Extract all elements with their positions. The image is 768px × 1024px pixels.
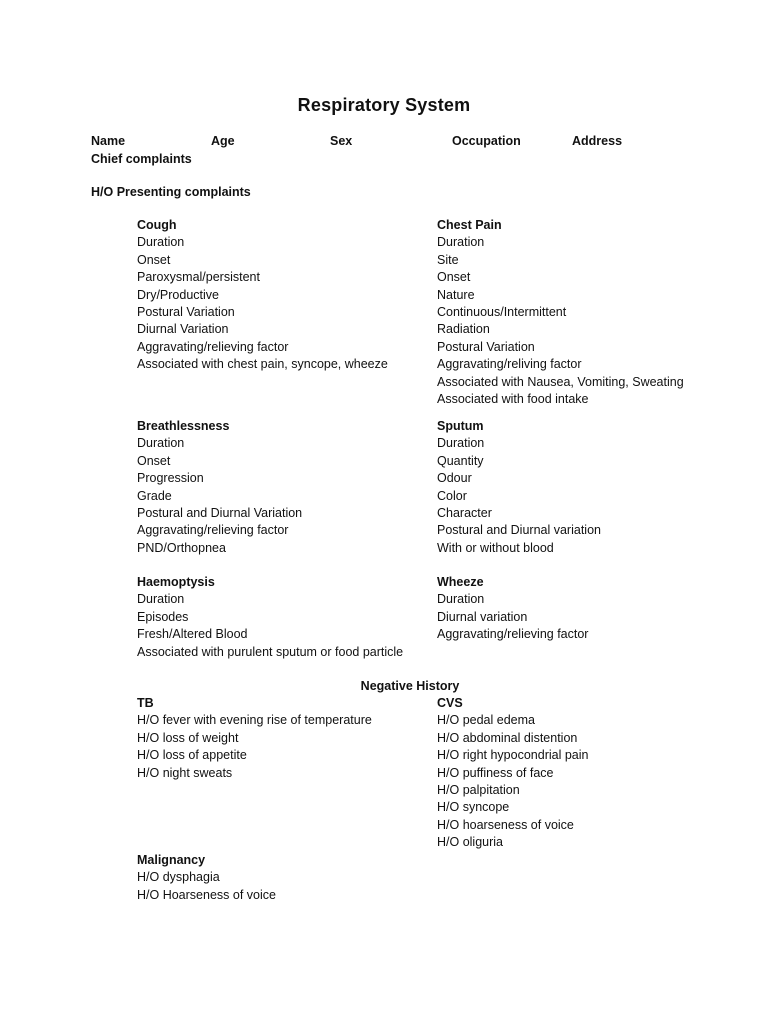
list-item: H/O syncope: [437, 800, 510, 815]
list-item: PND/Orthopnea: [137, 540, 226, 555]
list-item: Episodes: [137, 609, 189, 624]
list-item: Duration: [137, 592, 185, 607]
list-item: H/O fever with evening rise of temperature: [137, 713, 372, 728]
list-item: Postural Variation: [437, 339, 535, 354]
list-item: Associated with chest pain, syncope, wheeze: [137, 357, 388, 372]
list-item: H/O hoarseness of voice: [437, 817, 574, 832]
list-item: Aggravating/relieving factor: [137, 523, 289, 538]
list-item: Associated with purulent sputum or food particle: [137, 644, 404, 659]
list-item: Color: [437, 488, 467, 503]
list-item: H/O dysphagia: [137, 870, 220, 885]
list-item: Onset: [437, 270, 471, 285]
negative-history-heading: Negative History: [360, 679, 460, 693]
list-item: H/O oliguria: [437, 835, 503, 850]
haemoptysis-section: [137, 574, 403, 661]
list-item: Associated with Nausea, Vomiting, Sweating: [437, 374, 684, 389]
list-item: With or without blood: [437, 540, 554, 555]
list-item: H/O loss of appetite: [137, 748, 247, 763]
list-item: Diurnal Variation: [137, 322, 229, 337]
list-item: Dry/Productive: [137, 287, 219, 302]
list-item: Duration: [137, 436, 185, 451]
chest-pain-heading: Chest Pain: [437, 218, 502, 232]
list-item: Postural Variation: [137, 305, 235, 320]
cough-section: [137, 217, 388, 374]
presenting-complaints-heading: H/O Presenting complaints: [91, 185, 251, 199]
list-item: H/O pedal edema: [437, 713, 535, 728]
list-item: H/O palpitation: [437, 783, 520, 798]
list-item: Character: [437, 506, 492, 521]
field-name-label: Name: [91, 134, 126, 148]
list-item: Radiation: [437, 322, 490, 337]
sputum-section: [437, 418, 601, 557]
list-item: Onset: [137, 453, 171, 468]
list-item: Nature: [437, 287, 475, 302]
tb-section: [137, 695, 372, 782]
list-item: Diurnal variation: [437, 609, 528, 624]
cough-heading: Cough: [137, 218, 177, 232]
cvs-section: [437, 695, 588, 852]
list-item: Aggravating/relieving factor: [137, 339, 289, 354]
breathlessness-heading: Breathlessness: [137, 419, 230, 433]
wheeze-section: [437, 574, 588, 644]
breathlessness-section: [137, 418, 302, 557]
chief-complaints-heading: Chief complaints: [91, 152, 192, 166]
list-item: H/O puffiness of face: [437, 765, 554, 780]
field-age-label: Age: [211, 134, 235, 148]
cvs-heading: CVS: [437, 696, 463, 710]
list-item: Onset: [137, 252, 171, 267]
malignancy-heading: Malignancy: [137, 853, 206, 867]
list-item: Duration: [437, 436, 485, 451]
list-item: Aggravating/relieving factor: [437, 627, 589, 642]
list-item: Odour: [437, 471, 472, 486]
chest-pain-section: [437, 217, 684, 408]
list-item: H/O right hypocondrial pain: [437, 748, 589, 763]
list-item: Site: [437, 252, 459, 267]
list-item: Aggravating/reliving factor: [437, 357, 582, 372]
wheeze-heading: Wheeze: [437, 575, 484, 589]
list-item: Duration: [437, 235, 485, 250]
list-item: Fresh/Altered Blood: [137, 627, 248, 642]
list-item: Continuous/Intermittent: [437, 305, 567, 320]
field-address-label: Address: [572, 134, 623, 148]
list-item: H/O night sweats: [137, 765, 233, 780]
list-item: Duration: [437, 592, 485, 607]
list-item: Postural and Diurnal variation: [437, 523, 601, 538]
list-item: Postural and Diurnal Variation: [137, 506, 303, 521]
field-sex-label: Sex: [330, 134, 353, 148]
list-item: H/O Hoarseness of voice: [137, 887, 276, 902]
list-item: Grade: [137, 488, 172, 503]
list-item: Duration: [137, 235, 185, 250]
field-occupation-label: Occupation: [452, 134, 521, 148]
tb-heading: TB: [137, 696, 154, 710]
malignancy-section: [137, 852, 276, 904]
list-item: H/O abdominal distention: [437, 730, 578, 745]
list-item: Progression: [137, 471, 204, 486]
list-item: Paroxysmal/persistent: [137, 270, 260, 285]
page-title: Respiratory System: [297, 95, 471, 115]
haemoptysis-heading: Haemoptysis: [137, 575, 215, 589]
list-item: Associated with food intake: [437, 392, 589, 407]
list-item: Quantity: [437, 453, 484, 468]
list-item: H/O loss of weight: [137, 730, 239, 745]
sputum-heading: Sputum: [437, 419, 484, 433]
